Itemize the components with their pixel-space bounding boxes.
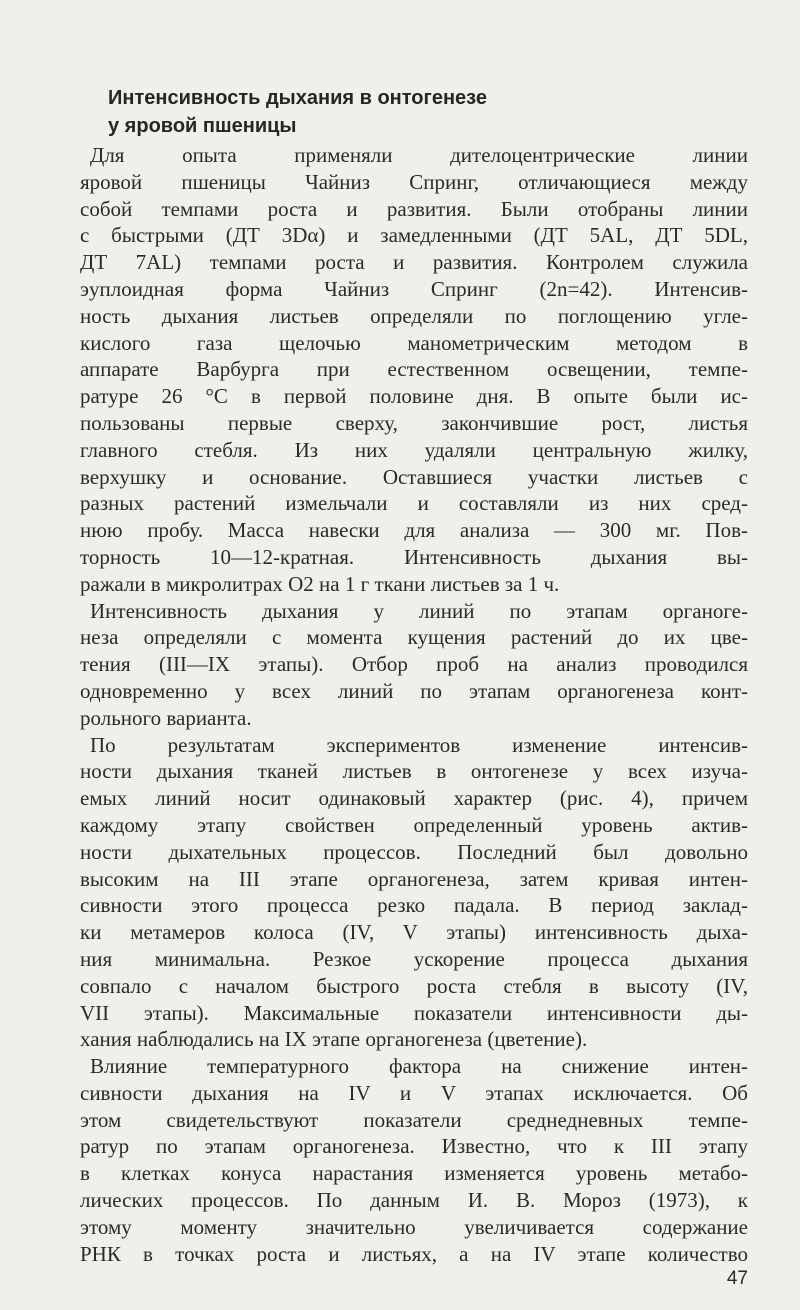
text-line: рольного варианта. — [80, 705, 252, 730]
body-text — [80, 142, 748, 1267]
text-line: высоким на III этапе органогенеза, затем кривая интен- — [80, 866, 748, 891]
text-line: кислого газа щелочью манометрическим методом в — [80, 330, 748, 355]
text-line: яровой пшеницы Чайниз Спринг, отличающиеся между — [80, 169, 748, 194]
section-heading-line: Интенсивность дыхания в онтогенезе — [108, 87, 487, 109]
text-line: торность 10—12-кратная. Интенсивность дыхания вы- — [80, 544, 748, 569]
text-line: ратуре 26 °С в первой половине дня. В опыте были ис- — [80, 384, 748, 409]
text-line: ратур по этапам органогенеза. Известно, что к III этапу — [80, 1134, 748, 1159]
text-line: этом свидетельствуют показатели среднедневных темпе- — [80, 1107, 748, 1132]
text-line: ДТ 7AL) темпами роста и развития. Контролем служила — [80, 250, 748, 275]
text-line: сивности этого процесса резко падала. В период заклад- — [80, 893, 748, 918]
text-line: тения (III—IX этапы). Отбор проб на анализ проводился — [80, 652, 748, 677]
text-line: разных растений измельчали и составляли из них сред- — [80, 491, 748, 516]
text-line: ния минимальна. Резкое ускорение процесса дыхания — [80, 946, 748, 971]
text-line: Интенсивность дыхания у линий по этапам органоге- — [90, 598, 748, 623]
section-heading — [108, 84, 728, 140]
text-line: По результатам экспериментов изменение интенсив- — [90, 732, 748, 757]
text-line: совпало с началом быстрого роста стебля в высоту (IV, — [80, 973, 748, 998]
text-line: в клетках конуса нарастания изменяется уровень метабо- — [80, 1161, 748, 1186]
text-line: с быстрыми (ДТ 3Dα) и замедленными (ДТ 5AL, ДТ 5DL, — [80, 223, 748, 248]
text-line: VII этапы). Максимальные показатели интенсивности ды- — [80, 1000, 748, 1025]
text-line: Влияние температурного фактора на снижение интен- — [90, 1054, 748, 1079]
text-line: нюю пробу. Масса навески для анализа — 300 мг. Пов- — [80, 518, 748, 543]
text-line: ки метамеров колоса (IV, V этапы) интенсивность дыха- — [80, 920, 748, 945]
text-line: емых линий носит одинаковый характер (рис. 4), причем — [80, 786, 748, 811]
text-line: собой темпами роста и развития. Были отобраны линии — [80, 196, 748, 221]
text-line: одновременно у всех линий по этапам органогенеза конт- — [80, 678, 748, 703]
text-line: сивности дыхания на IV и V этапах исключается. Об — [80, 1080, 748, 1105]
page-number: 47 — [726, 1268, 748, 1289]
text-line: лических процессов. По данным И. В. Мороз (1973), к — [80, 1188, 748, 1213]
text-line: ности дыхательных процессов. Последний был довольно — [80, 839, 748, 864]
text-line: этому моменту значительно увеличивается содержание — [80, 1214, 748, 1239]
text-line: неза определяли с момента кущения растений до их цве- — [80, 625, 748, 650]
text-line: хания наблюдались на IX этапе органогенеза (цветение). — [80, 1027, 588, 1052]
text-line: РНК в точках роста и листьях, а на IV этапе количество — [80, 1241, 748, 1266]
text-line: эуплоидная форма Чайниз Спринг (2n=42). Интенсив- — [80, 276, 748, 301]
text-line: ность дыхания листьев определяли по поглощению угле- — [80, 303, 748, 328]
text-line: главного стебля. Из них удаляли центральную жилку, — [80, 437, 748, 462]
text-line: ности дыхания тканей листьев в онтогенезе у всех изуча- — [80, 759, 748, 784]
section-heading-line: у яровой пшеницы — [108, 115, 297, 137]
text-line: ражали в микролитрах O2 на 1 г ткани листьев за 1 ч. — [80, 571, 560, 596]
text-line: верхушку и основание. Оставшиеся участки листьев с — [80, 464, 748, 489]
text-line: аппарате Варбурга при естественном освещении, темпе- — [80, 357, 748, 382]
text-line: пользованы первые сверху, закончившие рост, листья — [80, 410, 748, 435]
text-line: каждому этапу свойствен определенный уровень актив- — [80, 812, 748, 837]
text-line: Для опыта применяли дителоцентрические линии — [90, 143, 748, 167]
